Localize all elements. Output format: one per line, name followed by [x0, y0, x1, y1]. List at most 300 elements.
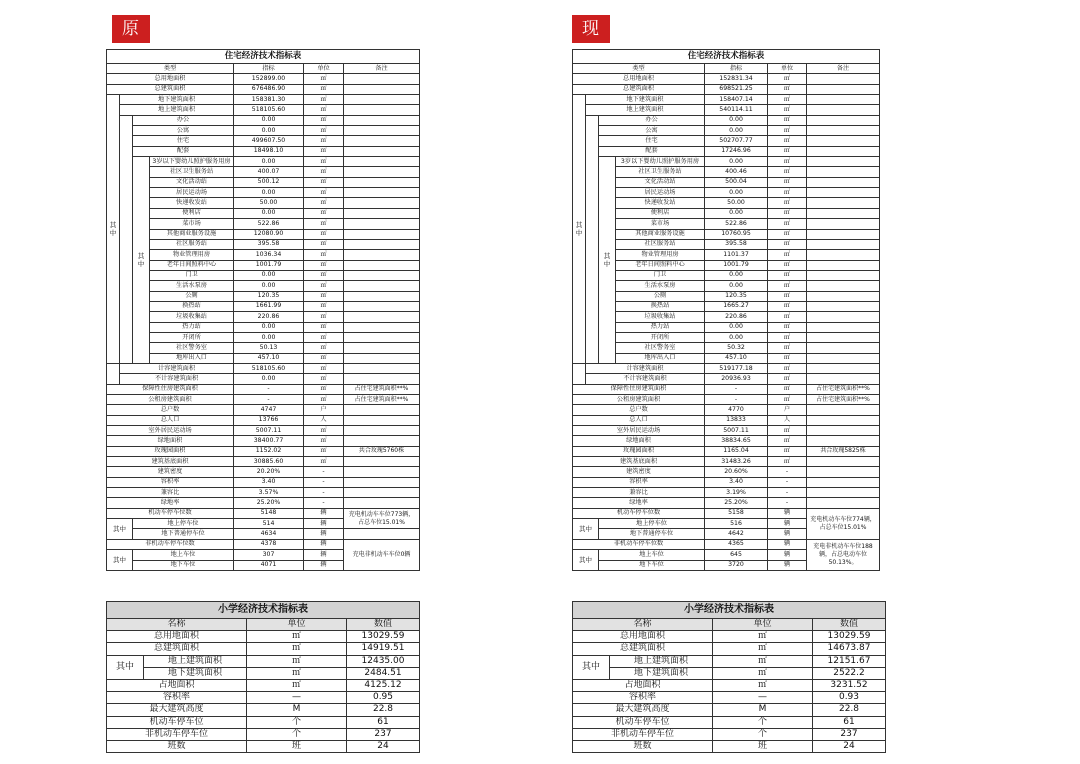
row-label: 社区服务站	[616, 239, 705, 249]
row-remark	[807, 157, 880, 167]
table-row	[107, 198, 420, 208]
row-label: 配套	[133, 146, 234, 156]
row-remark	[807, 250, 880, 260]
header-indicator: 指标	[234, 64, 304, 74]
row-value: 0.95	[347, 692, 420, 704]
row-remark	[344, 374, 420, 384]
row-remark	[807, 198, 880, 208]
row-value: 519177.18	[705, 363, 768, 373]
row-unit: ㎡	[768, 291, 807, 301]
row-label: 其他商业服务设施	[616, 229, 705, 239]
row-value: 0.00	[234, 270, 304, 280]
header-name: 名称	[107, 619, 247, 631]
row-unit: ㎡	[768, 260, 807, 270]
row-remark	[344, 301, 420, 311]
row-unit: -	[768, 477, 807, 487]
table-row	[107, 157, 420, 167]
row-unit: ㎡	[304, 384, 344, 394]
row-label: 文化活动站	[150, 177, 234, 187]
row-value: 4747	[234, 405, 304, 415]
row-value: 0.00	[705, 188, 768, 198]
row-unit: 辆	[304, 550, 344, 560]
row-label: 非机动车停车位	[107, 728, 247, 740]
table-row	[573, 312, 880, 322]
table-row	[573, 374, 880, 384]
row-label: 居民运动场	[616, 188, 705, 198]
table-row	[107, 167, 420, 177]
qi-zhong-label: 其中	[573, 550, 599, 571]
row-label: 社区警务室	[616, 343, 705, 353]
row-label: 公寓	[599, 126, 705, 136]
table-row	[573, 332, 880, 342]
row-unit: ㎡	[768, 332, 807, 342]
row-unit: ㎡	[304, 301, 344, 311]
row-unit: ㎡	[768, 457, 807, 467]
table-row	[107, 643, 420, 655]
table-header-row	[107, 64, 420, 74]
row-unit: ㎡	[304, 446, 344, 456]
row-value: 2522.2	[813, 667, 886, 679]
row-value: 30885.60	[234, 457, 304, 467]
row-remark: 占住宅建筑面积**%	[807, 384, 880, 394]
row-value: 676486.90	[234, 84, 304, 94]
row-value: 5148	[234, 508, 304, 518]
row-unit: ㎡	[768, 426, 807, 436]
table-row	[107, 105, 420, 115]
row-remark: 共合玫瑰5760株	[344, 446, 420, 456]
table-row	[107, 498, 420, 508]
table-row	[107, 250, 420, 260]
row-value: 500.12	[234, 177, 304, 187]
row-unit: 班	[713, 740, 813, 752]
table-row	[573, 281, 880, 291]
table-row	[107, 343, 420, 353]
row-label: 地上建筑面积	[144, 655, 247, 667]
row-label: 公厕	[150, 291, 234, 301]
row-unit: ㎡	[768, 395, 807, 405]
row-value: 522.86	[705, 219, 768, 229]
row-label: 总用地面积	[107, 74, 234, 84]
row-label: 配套	[599, 146, 705, 156]
table-row	[107, 457, 420, 467]
row-label: 地上停车位	[599, 519, 705, 529]
table-row	[107, 260, 420, 270]
row-label: 住宅	[133, 136, 234, 146]
row-value: 0.00	[234, 332, 304, 342]
row-unit: 辆	[768, 560, 807, 570]
row-label: 绿地面积	[107, 436, 234, 446]
table-row	[107, 395, 420, 405]
row-value: 0.00	[234, 322, 304, 332]
table-row	[107, 312, 420, 322]
qi-zhong-label: 其中	[573, 655, 610, 679]
row-unit: ㎡	[304, 363, 344, 373]
row-label: 占地面积	[107, 679, 247, 691]
row-remark	[807, 95, 880, 105]
row-unit: ㎡	[713, 655, 813, 667]
row-label: 总户数	[107, 405, 234, 415]
blank-bracket	[120, 115, 133, 363]
row-label: 生活水泵房	[150, 281, 234, 291]
row-value: 20.60%	[705, 467, 768, 477]
row-value: 17246.96	[705, 146, 768, 156]
row-unit: ㎡	[304, 260, 344, 270]
blank-bracket	[573, 363, 586, 384]
header-unit: 单位	[304, 64, 344, 74]
table-row	[107, 704, 420, 716]
row-unit: ㎡	[713, 679, 813, 691]
row-label: 文化活动站	[616, 177, 705, 187]
row-label: 社区服务站	[150, 239, 234, 249]
row-remark	[807, 312, 880, 322]
row-unit: -	[304, 488, 344, 498]
row-label: 玫瑰园面积	[573, 446, 705, 456]
table-row	[107, 415, 420, 425]
row-label: 垃圾收集站	[616, 312, 705, 322]
row-unit: ㎡	[304, 115, 344, 125]
row-value: 1665.27	[705, 301, 768, 311]
table-row	[573, 84, 880, 94]
row-value: 50.00	[234, 198, 304, 208]
table-row	[573, 740, 886, 752]
table-row	[573, 467, 880, 477]
table-row	[573, 716, 886, 728]
row-value: 61	[813, 716, 886, 728]
row-label: 地下普通停车位	[133, 529, 234, 539]
table-row	[107, 539, 420, 549]
row-label: 兼容比	[573, 488, 705, 498]
row-value: 10760.95	[705, 229, 768, 239]
row-label: 地上建筑面积	[610, 655, 713, 667]
plan-badge: 原报规方案	[112, 15, 150, 43]
row-value: 25.20%	[234, 498, 304, 508]
header-value: 数值	[347, 619, 420, 631]
row-label: 换热站	[616, 301, 705, 311]
row-value: 20936.93	[705, 374, 768, 384]
row-value: 0.00	[705, 322, 768, 332]
table-row	[107, 301, 420, 311]
row-label: 地下建筑面积	[610, 667, 713, 679]
row-label: 办公	[133, 115, 234, 125]
row-label: 不计容建筑面积	[120, 374, 234, 384]
table-row	[107, 667, 420, 679]
row-value: 22.8	[347, 704, 420, 716]
row-remark	[344, 188, 420, 198]
table-row	[573, 728, 886, 740]
row-label: 办公	[599, 115, 705, 125]
table-row	[573, 322, 880, 332]
row-value: 4365	[705, 539, 768, 549]
table-row	[573, 343, 880, 353]
row-unit: ㎡	[304, 95, 344, 105]
row-unit: ㎡	[304, 105, 344, 115]
table-row	[573, 270, 880, 280]
row-remark: 占住宅建筑面积**%	[807, 395, 880, 405]
row-label: 室外居民运动场	[573, 426, 705, 436]
table-row	[573, 188, 880, 198]
row-label: 非机动车停车位	[573, 728, 713, 740]
table-row	[573, 167, 880, 177]
row-label: 住宅	[599, 136, 705, 146]
table-row	[107, 74, 420, 84]
table-row	[573, 115, 880, 125]
table-row	[107, 740, 420, 752]
table-row	[573, 95, 880, 105]
row-unit: ㎡	[768, 105, 807, 115]
row-label: 地上停车位	[133, 519, 234, 529]
row-unit: 个	[713, 728, 813, 740]
table-row	[573, 105, 880, 115]
row-unit: ㎡	[304, 146, 344, 156]
row-remark	[807, 167, 880, 177]
qi-zhong-label: 其中	[107, 655, 144, 679]
row-label: 菜市场	[150, 219, 234, 229]
row-remark	[807, 343, 880, 353]
table-row	[107, 426, 420, 436]
row-value: 13766	[234, 415, 304, 425]
row-unit: M	[247, 704, 347, 716]
row-unit: ㎡	[304, 84, 344, 94]
table-row	[107, 208, 420, 218]
table-title-row	[573, 602, 886, 619]
row-unit: ㎡	[304, 343, 344, 353]
row-label: 公厕	[616, 291, 705, 301]
row-label: 地上车位	[599, 550, 705, 560]
row-remark	[807, 405, 880, 415]
row-label: 容积率	[573, 477, 705, 487]
row-value: 400.46	[705, 167, 768, 177]
row-label: 建筑基底面积	[573, 457, 705, 467]
row-label: 占地面积	[573, 679, 713, 691]
row-remark	[344, 281, 420, 291]
row-remark: 占住宅建筑面积**%	[344, 384, 420, 394]
row-remark	[344, 405, 420, 415]
residential-indicator-table	[106, 49, 420, 571]
row-unit: ㎡	[247, 631, 347, 643]
row-label: 快递收发站	[150, 198, 234, 208]
table-row	[573, 446, 880, 456]
row-unit: ㎡	[304, 250, 344, 260]
table-row	[573, 177, 880, 187]
blank-bracket	[107, 363, 120, 384]
table-row	[573, 667, 886, 679]
row-label: 3岁以下婴幼儿照护服务用房	[150, 157, 234, 167]
row-label: 地库出入口	[150, 353, 234, 363]
row-unit: ㎡	[713, 631, 813, 643]
table-row	[107, 631, 420, 643]
table-row	[573, 157, 880, 167]
row-value: 1101.37	[705, 250, 768, 260]
row-remark	[807, 457, 880, 467]
table-row	[107, 322, 420, 332]
row-label: 便利店	[616, 208, 705, 218]
row-unit: 辆	[768, 508, 807, 518]
row-unit: ㎡	[304, 229, 344, 239]
row-value: 38834.65	[705, 436, 768, 446]
row-unit: ㎡	[304, 157, 344, 167]
row-value: -	[705, 384, 768, 394]
row-value: 14919.51	[347, 643, 420, 655]
row-label: 总用地面积	[573, 74, 705, 84]
row-label: 最大建筑高度	[107, 704, 247, 716]
row-label: 其他商业服务设施	[150, 229, 234, 239]
row-label: 班数	[107, 740, 247, 752]
header-unit: 单位	[713, 619, 813, 631]
row-unit: 辆	[304, 529, 344, 539]
row-value: 540114.11	[705, 105, 768, 115]
row-unit: ㎡	[304, 177, 344, 187]
row-unit: ㎡	[304, 136, 344, 146]
row-unit: ㎡	[768, 301, 807, 311]
row-label: 门卫	[150, 270, 234, 280]
school-indicator-table	[572, 601, 886, 753]
row-value: 152831.34	[705, 74, 768, 84]
row-unit: ㎡	[768, 95, 807, 105]
row-label: 物业管理用房	[150, 250, 234, 260]
row-value: 5007.11	[705, 426, 768, 436]
table-title: 住宅经济技术指标表	[573, 50, 880, 64]
row-unit: 个	[247, 716, 347, 728]
row-remark	[344, 167, 420, 177]
row-unit: ㎡	[713, 643, 813, 655]
row-label: 建筑密度	[107, 467, 234, 477]
row-unit: -	[304, 467, 344, 477]
row-value: 25.20%	[705, 498, 768, 508]
row-unit: ㎡	[304, 281, 344, 291]
row-label: 不计容建筑面积	[586, 374, 705, 384]
row-unit: -	[304, 498, 344, 508]
row-value: 395.58	[234, 239, 304, 249]
row-value: 0.00	[234, 281, 304, 291]
row-unit: ㎡	[304, 198, 344, 208]
table-row	[573, 405, 880, 415]
row-unit: ㎡	[304, 395, 344, 405]
row-label: 建筑密度	[573, 467, 705, 477]
row-label: 绿地面积	[573, 436, 705, 446]
table-row	[107, 146, 420, 156]
row-value: 4071	[234, 560, 304, 570]
row-value: 3.40	[705, 477, 768, 487]
row-value: 220.86	[705, 312, 768, 322]
row-remark: 充电非机动车车位188辆，占总电动车位50.13%。	[807, 539, 880, 570]
row-remark	[807, 105, 880, 115]
row-value: 499607.50	[234, 136, 304, 146]
table-row	[573, 692, 886, 704]
row-value: 158381.30	[234, 95, 304, 105]
row-label: 容积率	[573, 692, 713, 704]
table-row	[573, 229, 880, 239]
row-remark: 充电非机动车车位0辆	[344, 539, 420, 570]
row-label: 地下车位	[133, 560, 234, 570]
row-label: 保障性住房建筑面积	[573, 384, 705, 394]
row-remark	[807, 229, 880, 239]
row-label: 容积率	[107, 477, 234, 487]
row-value: -	[234, 395, 304, 405]
blank-bracket	[586, 115, 599, 363]
row-remark: 充电机动车车位774辆，占总车位15.01%	[807, 508, 880, 539]
qi-zhong-label: 其中	[107, 95, 120, 364]
row-label: 换热站	[150, 301, 234, 311]
row-unit: 个	[247, 728, 347, 740]
row-value: 14673.87	[813, 643, 886, 655]
row-value: 20.20%	[234, 467, 304, 477]
row-unit: ㎡	[768, 136, 807, 146]
row-value: 2484.51	[347, 667, 420, 679]
row-label: 地库出入口	[616, 353, 705, 363]
row-value: 502707.77	[705, 136, 768, 146]
row-unit: ㎡	[768, 322, 807, 332]
row-unit: ㎡	[768, 343, 807, 353]
row-unit: ㎡	[768, 353, 807, 363]
table-row	[573, 436, 880, 446]
row-remark	[807, 301, 880, 311]
row-remark	[344, 126, 420, 136]
school-indicator-table	[106, 601, 420, 753]
table-row	[573, 643, 886, 655]
qi-zhong-label: 其中	[573, 95, 586, 364]
table-row	[573, 631, 886, 643]
row-remark	[344, 208, 420, 218]
table-row	[573, 477, 880, 487]
row-value: 61	[347, 716, 420, 728]
row-value: 13029.59	[813, 631, 886, 643]
row-value: 18498.10	[234, 146, 304, 156]
row-value: 24	[347, 740, 420, 752]
row-remark	[807, 467, 880, 477]
table-row	[573, 488, 880, 498]
table-row	[107, 332, 420, 342]
table-row	[107, 508, 420, 518]
row-unit: ㎡	[768, 146, 807, 156]
row-remark	[807, 146, 880, 156]
row-value: 1661.99	[234, 301, 304, 311]
row-remark	[807, 498, 880, 508]
row-remark	[807, 291, 880, 301]
row-value: 0.00	[705, 270, 768, 280]
row-remark	[344, 477, 420, 487]
row-value: 307	[234, 550, 304, 560]
table-row	[573, 301, 880, 311]
row-label: 机动车停车位	[107, 716, 247, 728]
row-unit: ㎡	[304, 188, 344, 198]
row-remark	[344, 488, 420, 498]
qi-zhong-label: 其中	[133, 157, 150, 364]
table-row	[107, 436, 420, 446]
row-remark	[807, 270, 880, 280]
row-remark	[344, 146, 420, 156]
table-row	[573, 415, 880, 425]
row-unit: ㎡	[304, 322, 344, 332]
row-unit: ㎡	[304, 291, 344, 301]
table-title: 住宅经济技术指标表	[107, 50, 420, 64]
table-row	[107, 405, 420, 415]
row-label: 老年日间照料中心	[150, 260, 234, 270]
row-unit: ㎡	[768, 115, 807, 125]
row-label: 总建筑面积	[573, 84, 705, 94]
row-unit: ㎡	[304, 374, 344, 384]
table-row	[107, 188, 420, 198]
row-label: 3岁以下婴幼儿照护服务用房	[616, 157, 705, 167]
row-unit: ㎡	[304, 353, 344, 363]
table-row	[107, 529, 420, 539]
row-value: 38400.77	[234, 436, 304, 446]
row-unit: ㎡	[768, 177, 807, 187]
table-row	[573, 219, 880, 229]
row-value: 1165.04	[705, 446, 768, 456]
table-row	[573, 457, 880, 467]
row-value: 3.57%	[234, 488, 304, 498]
row-value: 120.35	[234, 291, 304, 301]
